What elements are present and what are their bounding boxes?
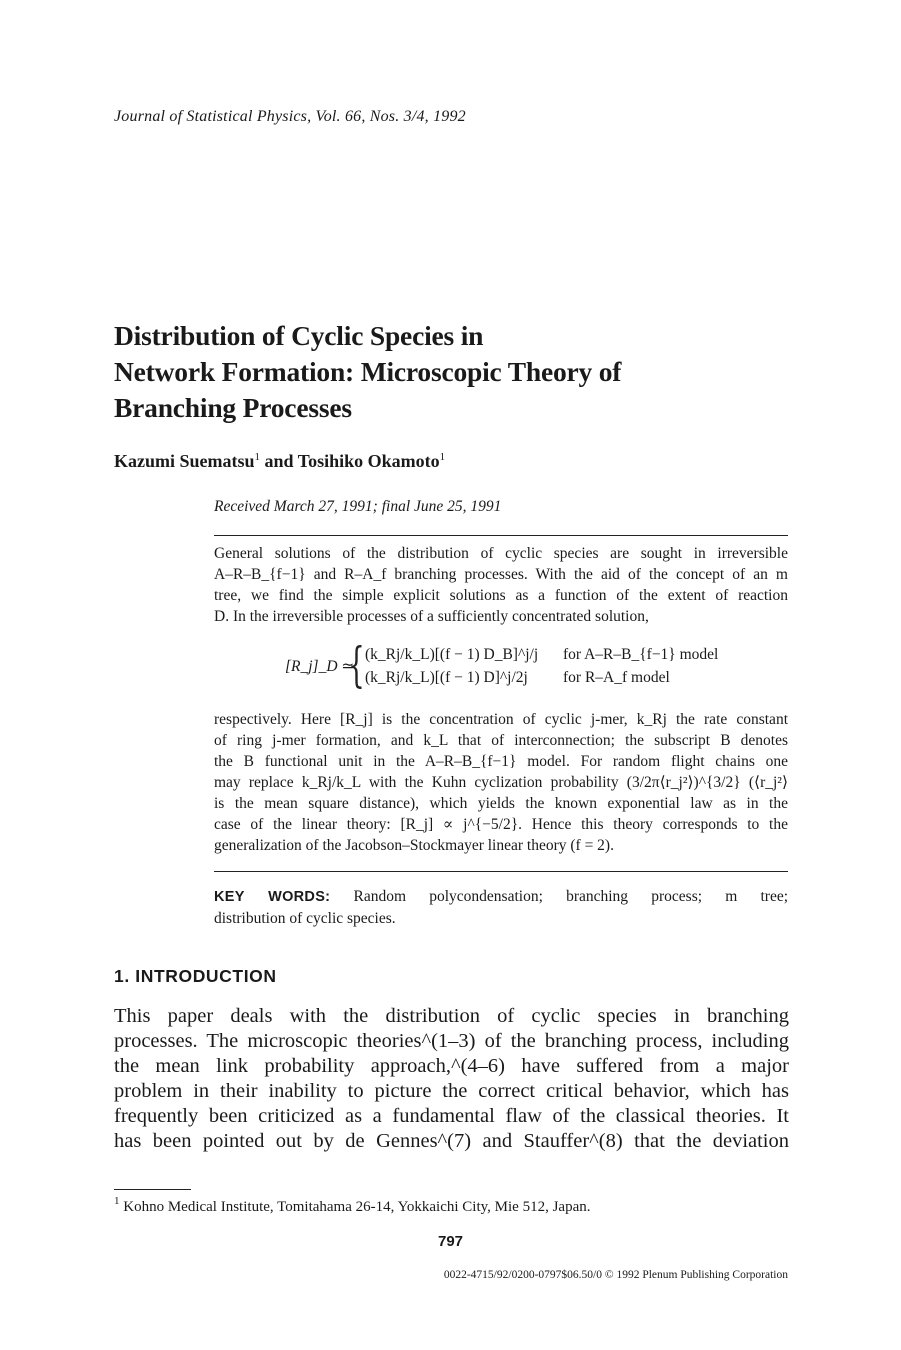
article-title	[114, 318, 621, 426]
footnote	[114, 1195, 591, 1216]
footnote-rule	[114, 1189, 191, 1190]
title-line: Branching Processes	[114, 392, 352, 423]
keywords-text: Random polycondensation; branching process; m tree;	[353, 888, 789, 905]
affiliation-mark: 1	[439, 451, 446, 463]
abstract-line: D. In the irreversible processes of a sufficiently concentrated solution,	[214, 608, 649, 625]
body-line: processes. The microscopic theories^(1–3) of the branching process, including	[114, 1030, 789, 1052]
journal-citation: Journal of Statistical Physics, Vol. 66, Nos. 3/4, 1992	[114, 108, 466, 125]
abstract-continuation	[214, 709, 788, 856]
abstract-line: General solutions of the distribution of cyclic species are sought in irreversible	[214, 545, 788, 562]
author-name: Tosihiko Okamoto	[297, 451, 440, 471]
abstract-top-rule	[214, 535, 788, 536]
abstract-line: respectively. Here [R_j] is the concentration of cyclic j-mer, k_Rj the rate constant	[214, 711, 788, 728]
author-conjunction: and	[260, 451, 298, 471]
received-dates: Received March 27, 1991; final June 25, 1991	[214, 498, 502, 515]
equation-condition-1: for A–R–B_{f−1} model	[563, 646, 719, 663]
keywords-text: distribution of cyclic species.	[214, 910, 396, 927]
abstract-bottom-rule	[214, 871, 788, 872]
abstract-intro	[214, 543, 788, 627]
footnote-text: Kohno Medical Institute, Tomitahama 26-14, Yokkaichi City, Mie 512, Japan.	[123, 1199, 591, 1215]
author-name: Kazumi Suematsu	[114, 451, 255, 471]
abstract-line: of ring j-mer formation, and k_L that of interconnection; the subscript B denotes	[214, 732, 788, 749]
section-body	[114, 1004, 789, 1154]
abstract-equation	[285, 637, 745, 693]
abstract-line: case of the linear theory: [R_j] ∝ j^{−5/2}. Hence this theory corresponds to the	[214, 816, 788, 833]
equation-lhs: [R_j]_D ≃	[285, 658, 355, 675]
section-heading: 1. INTRODUCTION	[114, 966, 277, 986]
abstract-line: generalization of the Jacobson–Stockmayer linear theory (f = 2).	[214, 837, 614, 854]
body-line: the mean link probability approach,^(4–6) have suffered from a major	[114, 1055, 789, 1077]
body-line: has been pointed out by de Gennes^(7) and Stauffer^(8) that the deviation	[114, 1130, 789, 1152]
copyright-line: 0022-4715/92/0200-0797$06.50/0 © 1992 Plenum Publishing Corporation	[443, 1269, 788, 1281]
abstract-line: may replace k_Rj/k_L with the Kuhn cyclization probability (3/2π⟨r_j²⟩)^{3/2} (⟨r_j²⟩	[214, 774, 788, 791]
equation-brace: {	[348, 637, 365, 693]
footnote-mark: 1	[114, 1195, 120, 1207]
affiliation-mark: 1	[254, 451, 261, 463]
title-line: Network Formation: Microscopic Theory of	[114, 356, 622, 387]
equation-case-1: (k_Rj/k_L)[(f − 1) D_B]^j/j	[365, 646, 539, 663]
keywords-label: KEY WORDS:	[214, 889, 331, 905]
page-number: 797	[437, 1233, 464, 1250]
body-line: frequently been criticized as a fundamental flaw of the classical theories. It	[114, 1105, 789, 1127]
keywords	[214, 886, 788, 929]
title-line: Distribution of Cyclic Species in	[114, 320, 484, 351]
abstract-line: A–R–B_{f−1} and R–A_f branching processes. With the aid of the concept of an m	[214, 566, 788, 583]
author-list	[114, 451, 445, 472]
abstract-line: the B functional unit in the A–R–B_{f−1} model. For random flight chains one	[214, 753, 788, 770]
body-line: This paper deals with the distribution of cyclic species in branching	[114, 1005, 789, 1027]
equation-condition-2: for R–A_f model	[563, 669, 670, 686]
abstract-line: is the mean square distance), which yields the known exponential law as in the	[214, 795, 788, 812]
equation-case-2: (k_Rj/k_L)[(f − 1) D]^j/2j	[365, 669, 528, 686]
body-line: problem in their inability to picture the correct critical behavior, which has	[114, 1080, 789, 1102]
abstract-line: tree, we find the simple explicit solutions as a function of the extent of reaction	[214, 587, 788, 604]
